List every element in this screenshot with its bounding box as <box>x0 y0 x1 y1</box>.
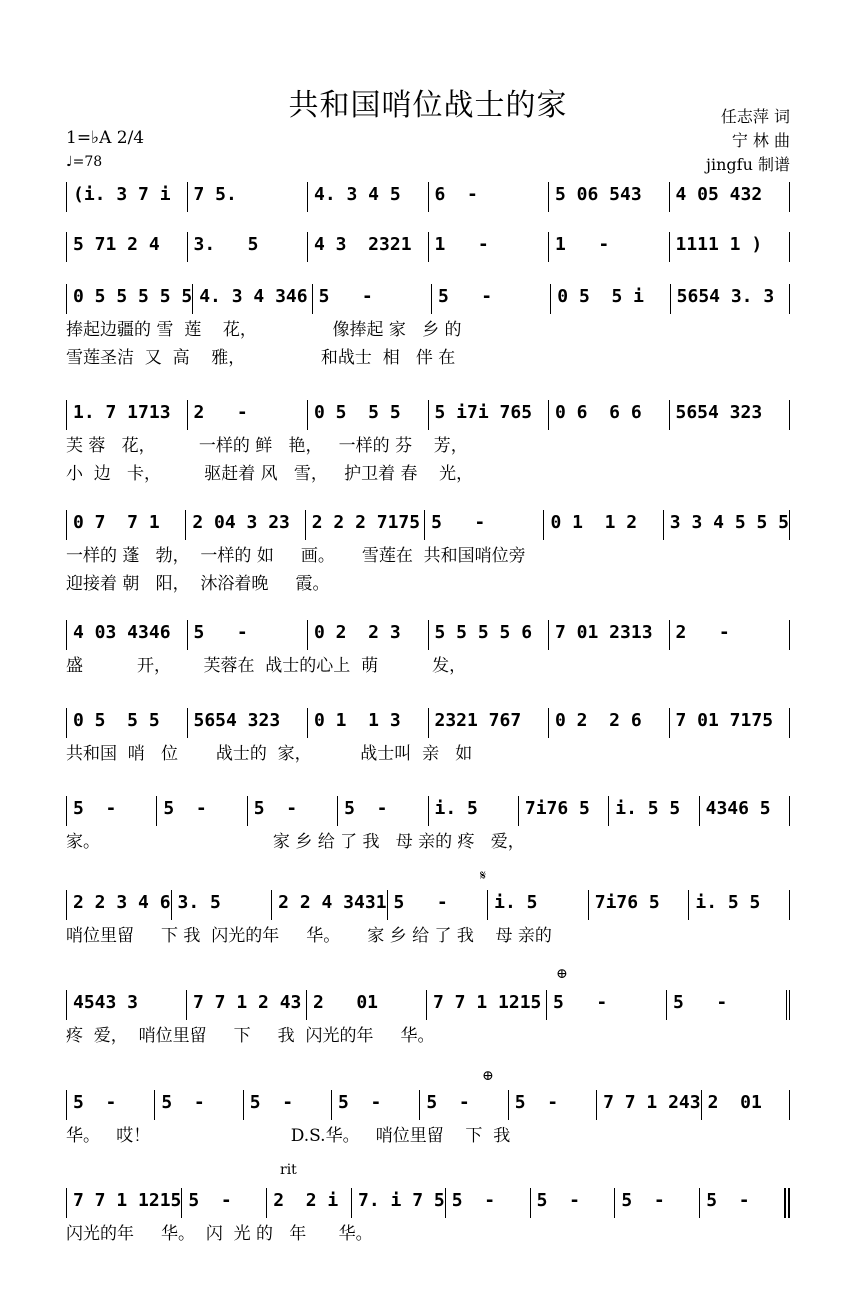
measure: 5654 3. 3 <box>671 284 790 314</box>
measure: 2 04 3 23 <box>186 510 305 540</box>
measure: 7i76 5 <box>519 796 609 826</box>
song-title: 共和国哨位战士的家 <box>288 88 568 123</box>
measure: 5 - <box>388 890 489 920</box>
lyric-line: 迎接着 朝 阳， 沐浴着晚 霞。 <box>66 574 330 594</box>
measure: 0 7 7 1 <box>67 510 186 540</box>
lyric-line: 共和国 哨 位 战士的 家， 战士叫 亲 如 <box>66 744 473 764</box>
measure-row <box>66 708 790 738</box>
measure: 4346 5 <box>700 796 790 826</box>
lyric-line: 闪光的年 华。 闪 光 的 年 华。 <box>66 1224 373 1244</box>
key-signature: 1=♭A 2/4 <box>66 128 145 148</box>
measure-row <box>66 284 790 314</box>
composer-credit: 宁 林 曲 <box>731 131 790 150</box>
measure: 1 - <box>429 232 550 262</box>
score-system-8 <box>66 796 790 854</box>
measure: i. 5 <box>429 796 519 826</box>
coda-icon: ⊕ <box>482 1068 494 1084</box>
measure: 3. 5 <box>172 890 273 920</box>
measure: 5 - <box>157 796 247 826</box>
measure: 5 - <box>432 284 551 314</box>
measure: 6 - <box>429 182 550 212</box>
score-system-10 <box>66 990 790 1048</box>
lyric-line: 小 边 卡， 驱赶着 风 雪， 护卫着 春 光， <box>66 464 474 484</box>
measure: 5 - <box>244 1090 332 1120</box>
measure: 1111 1 ) <box>670 232 791 262</box>
measure-row <box>66 510 790 540</box>
measure: 5 - <box>615 1188 700 1218</box>
measure: 5 - <box>313 284 432 314</box>
measure: 2 2 i <box>267 1188 352 1218</box>
measure: 2 2 3 4 6 <box>67 890 172 920</box>
measure: 2 - <box>670 620 791 650</box>
measure: 5 i7i 765 <box>429 400 550 430</box>
measure: 3. 5 <box>188 232 309 262</box>
lyric-line: 芙 蓉 花， 一样的 鲜 艳， 一样的 芬 芳， <box>66 436 468 456</box>
measure: (i. 3 7 i <box>67 182 188 212</box>
measure-row <box>66 182 790 212</box>
lyric-line: 捧起边疆的 雪 莲 花， 像捧起 家 乡 的 <box>66 320 462 340</box>
measure: 4. 3 4 346 <box>193 284 312 314</box>
measure: 0 1 1 3 <box>308 708 429 738</box>
measure-row <box>66 990 790 1020</box>
measure: 5 - <box>67 1090 155 1120</box>
measure: 5 06 543 <box>549 182 670 212</box>
arranger-credit: jingfu 制谱 <box>706 155 790 174</box>
measure: 7. i 7 5 <box>352 1188 446 1218</box>
measure: 5 - <box>700 1188 790 1218</box>
lyric-line: 华。 哎！ D.S.华。 哨位里留 下 我 <box>66 1126 511 1146</box>
tempo-marking: ♩=78 <box>66 154 103 170</box>
segno-icon: 𝄋 <box>480 868 487 884</box>
measure: 5654 323 <box>670 400 791 430</box>
measure-row <box>66 1188 790 1218</box>
measure: 0 6 6 6 <box>549 400 670 430</box>
score-system-12 <box>66 1188 790 1246</box>
measure: 4 05 432 <box>670 182 791 212</box>
lyric-line: 疼 爱， 哨位里留 下 我 闪光的年 华。 <box>66 1026 435 1046</box>
measure: 5 71 2 4 <box>67 232 188 262</box>
score-system-5 <box>66 510 790 596</box>
measure: 7 01 7175 <box>670 708 791 738</box>
measure: i. 5 <box>488 890 589 920</box>
measure-row <box>66 796 790 826</box>
measure: 5 - <box>547 990 667 1020</box>
measure: 7 7 1 2 43 <box>187 990 307 1020</box>
measure: 7 7 1 1215 <box>427 990 547 1020</box>
measure: 2 2 4 3431 <box>272 890 387 920</box>
measure-row <box>66 620 790 650</box>
score-system-9 <box>66 890 790 948</box>
measure: 5 - <box>425 510 544 540</box>
measure: 0 5 5 5 <box>308 400 429 430</box>
measure: 2 - <box>188 400 309 430</box>
rit-marking: rit <box>280 1162 297 1178</box>
lyric-line: 雪莲圣洁 又 高 雅， 和战士 相 伴 在 <box>66 348 456 368</box>
measure: 0 2 2 3 <box>308 620 429 650</box>
measure: 5 - <box>188 620 309 650</box>
measure-row <box>66 890 790 920</box>
lyricist-credit: 任志萍 词 <box>720 107 790 126</box>
lyric-line: 哨位里留 下 我 闪光的年 华。 家 乡 给 了 我 母 亲的 <box>66 926 552 946</box>
measure: 2 01 <box>702 1090 790 1120</box>
score-system-2 <box>66 232 790 262</box>
measure: 5 - <box>182 1188 267 1218</box>
measure: 0 1 1 2 <box>544 510 663 540</box>
measure: 2 2 2 7175 <box>306 510 425 540</box>
measure: i. 5 5 <box>689 890 790 920</box>
measure: 7 7 1 1215 <box>67 1188 182 1218</box>
measure: 3 3 4 5 5 5 <box>664 510 790 540</box>
measure: 7 5. <box>188 182 309 212</box>
score-system-11 <box>66 1090 790 1148</box>
coda-icon: ⊕ <box>556 966 568 982</box>
measure: 5654 323 <box>188 708 309 738</box>
measure: 5 5 5 5 6 <box>429 620 550 650</box>
measure: 5 - <box>531 1188 616 1218</box>
measure: 0 5 5 5 5 5 <box>67 284 193 314</box>
measure: 0 2 2 6 <box>549 708 670 738</box>
measure: 2 01 <box>307 990 427 1020</box>
score-system-3 <box>66 284 790 370</box>
measure: 4. 3 4 5 <box>308 182 429 212</box>
score-system-7 <box>66 708 790 766</box>
measure: 5 - <box>67 796 157 826</box>
measure: 4543 3 <box>67 990 187 1020</box>
measure: 5 - <box>155 1090 243 1120</box>
score-system-6 <box>66 620 790 678</box>
measure: 5 - <box>338 796 428 826</box>
measure-row <box>66 1090 790 1120</box>
measure: 1 - <box>549 232 670 262</box>
score-system-1 <box>66 182 790 212</box>
measure: 0 5 5 5 <box>67 708 188 738</box>
measure: 1. 7 1713 <box>67 400 188 430</box>
measure: 5 - <box>446 1188 531 1218</box>
measure: 5 - <box>332 1090 420 1120</box>
lyric-line: 一样的 蓬 勃， 一样的 如 画。 雪莲在 共和国哨位旁 <box>66 546 526 566</box>
measure: 5 - <box>667 990 790 1020</box>
measure: 7i76 5 <box>589 890 690 920</box>
lyric-line: 家。 家 乡 给 了 我 母 亲的 疼 爱， <box>66 832 525 852</box>
measure: 4 03 4346 <box>67 620 188 650</box>
lyric-line: 盛 开， 芙蓉在 战士的心上 萌 发， <box>66 656 467 676</box>
measure: 2321 767 <box>429 708 550 738</box>
measure: 5 - <box>509 1090 597 1120</box>
measure: 4 3 2321 <box>308 232 429 262</box>
measure: 0 5 5 i <box>551 284 670 314</box>
measure: 5 - <box>420 1090 508 1120</box>
measure-row <box>66 400 790 430</box>
measure-row <box>66 232 790 262</box>
score-system-4 <box>66 400 790 486</box>
measure: 5 - <box>248 796 338 826</box>
measure: i. 5 5 <box>609 796 699 826</box>
measure: 7 7 1 243 <box>597 1090 702 1120</box>
measure: 7 01 2313 <box>549 620 670 650</box>
